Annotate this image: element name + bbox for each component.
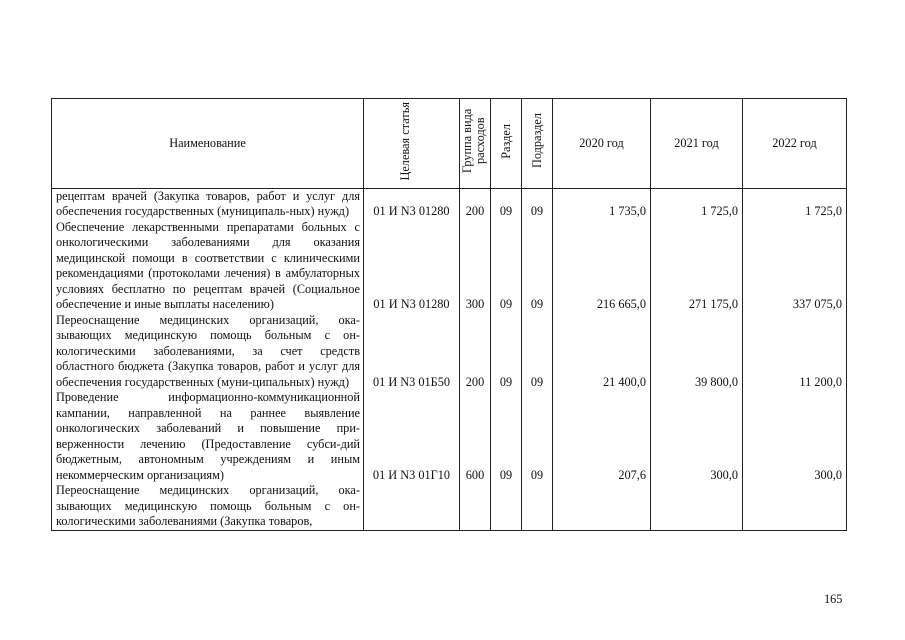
- header-expense-group: Группа вида расходов: [460, 108, 487, 174]
- row-expense-group: 600: [460, 390, 491, 483]
- row-subsection: 09: [522, 313, 553, 391]
- row-subsection: 09: [522, 220, 553, 313]
- row-expense-group: [460, 483, 491, 530]
- row-amount-2020: [553, 483, 651, 530]
- row-amount-2020: 21 400,0: [553, 313, 651, 391]
- row-amount-2020: 216 665,0: [553, 220, 651, 313]
- row-section: 09: [491, 390, 522, 483]
- row-section: 09: [491, 220, 522, 313]
- header-2020: 2020 год: [553, 99, 651, 189]
- header-section: Раздел: [498, 123, 513, 159]
- table-row: [52, 390, 847, 483]
- row-amount-2022: 300,0: [743, 390, 847, 483]
- header-subsection-cell: [522, 99, 553, 189]
- table-row: [52, 483, 847, 530]
- row-section: 09: [491, 313, 522, 391]
- row-expense-group: 200: [460, 188, 491, 220]
- row-subsection: [522, 483, 553, 530]
- row-target-article: 01 И N3 01Г10: [364, 390, 460, 483]
- row-amount-2022: 337 075,0: [743, 220, 847, 313]
- page-number: 165: [824, 592, 843, 606]
- row-amount-2021: 1 725,0: [651, 188, 743, 220]
- row-amount-2021: [651, 483, 743, 530]
- header-2022: 2022 год: [743, 99, 847, 189]
- table-row: [52, 220, 847, 313]
- row-target-article: 01 И N3 01Б50: [364, 313, 460, 391]
- row-target-article: 01 И N3 01280: [364, 188, 460, 220]
- row-amount-2022: [743, 483, 847, 530]
- row-target-article: [364, 483, 460, 530]
- header-name: Наименование: [52, 99, 364, 189]
- row-name: Обеспечение лекарственными препаратами больных с онкологическими заболеваниями для оказания медицинской помощи в соответствии с клиническими рекомендациями (протоколами лечения) в амбулаторных условиях бесплатно по рецептам врачей (Социальное обеспечение и иные выплаты населению): [52, 220, 364, 313]
- table-header-row: [52, 99, 847, 189]
- header-target-article: Целевая статья: [397, 101, 412, 181]
- header-section-cell: [491, 99, 522, 189]
- header-target-article-cell: [364, 99, 460, 189]
- row-target-article: 01 И N3 01280: [364, 220, 460, 313]
- budget-table: [51, 98, 847, 531]
- row-amount-2021: 300,0: [651, 390, 743, 483]
- row-subsection: 09: [522, 188, 553, 220]
- header-expense-group-cell: [460, 99, 491, 189]
- row-amount-2020: 1 735,0: [553, 188, 651, 220]
- row-name: Переоснащение медицинских организаций, ока-зывающих медицинскую помощь больным с он-кологическими заболеваниями, за счет средств областного бюджета (Закупка товаров, работ и услуг для обеспечения государственных (муни-ципальных) нужд): [52, 313, 364, 391]
- header-2021: 2021 год: [651, 99, 743, 189]
- row-subsection: 09: [522, 390, 553, 483]
- row-amount-2022: 1 725,0: [743, 188, 847, 220]
- row-amount-2020: 207,6: [553, 390, 651, 483]
- row-section: 09: [491, 188, 522, 220]
- header-subsection: Подраздел: [529, 113, 544, 169]
- row-name: Проведение информационно-коммуникационной кампании, направленной на раннее выявление онкологических заболеваний и повышение при-верженности лечению (Предоставление субси-дий бюджетным, автономным учреждениям и иным некоммерческим организациям): [52, 390, 364, 483]
- row-name: рецептам врачей (Закупка товаров, работ и услуг для обеспечения государственных (муниципаль-ных) нужд): [52, 188, 364, 220]
- row-amount-2022: 11 200,0: [743, 313, 847, 391]
- table-row: [52, 188, 847, 220]
- row-amount-2021: 39 800,0: [651, 313, 743, 391]
- row-amount-2021: 271 175,0: [651, 220, 743, 313]
- table-row: [52, 313, 847, 391]
- row-expense-group: 300: [460, 220, 491, 313]
- row-expense-group: 200: [460, 313, 491, 391]
- row-name: Переоснащение медицинских организаций, ока-зывающих медицинскую помощь больным с он-кологическими заболеваниями (Закупка товаров,: [52, 483, 364, 530]
- row-section: [491, 483, 522, 530]
